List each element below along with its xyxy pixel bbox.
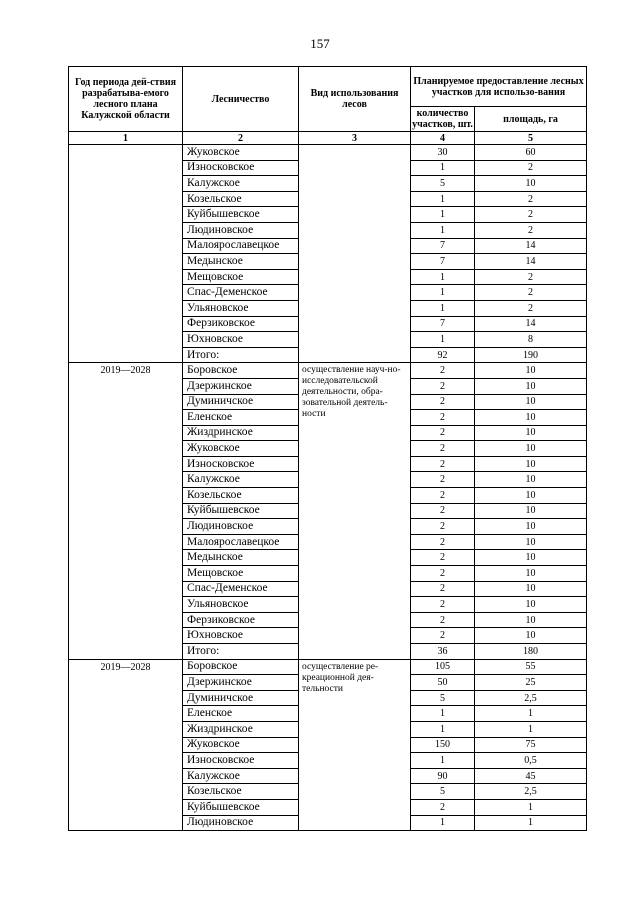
area-cell: 2,5	[475, 690, 587, 706]
area-cell: 10	[475, 363, 587, 379]
plot-count-cell: 2	[411, 550, 475, 566]
area-cell: 1	[475, 706, 587, 722]
forestry-name-cell: Ульяновское	[183, 597, 299, 613]
plot-count-cell: 1	[411, 300, 475, 316]
forestry-name-cell: Думиничское	[183, 690, 299, 706]
plot-count-cell: 50	[411, 675, 475, 691]
plot-count-cell: 7	[411, 254, 475, 270]
area-cell: 14	[475, 316, 587, 332]
area-cell: 10	[475, 378, 587, 394]
area-cell: 2	[475, 222, 587, 238]
plot-count-cell: 1	[411, 706, 475, 722]
area-cell: 10	[475, 472, 587, 488]
area-cell: 10	[475, 597, 587, 613]
plot-count-cell: 2	[411, 488, 475, 504]
column-number: 2	[183, 132, 299, 145]
forestry-name-cell: Куйбышевское	[183, 503, 299, 519]
area-cell: 10	[475, 176, 587, 192]
page-number: 157	[310, 36, 330, 51]
area-cell: 2	[475, 300, 587, 316]
forestry-name-cell: Ферзиковское	[183, 612, 299, 628]
forestry-name-cell: Итого:	[183, 644, 299, 660]
year-period-cell	[69, 145, 183, 363]
forestry-name-cell: Куйбышевское	[183, 207, 299, 223]
forestry-name-cell: Еленское	[183, 410, 299, 426]
forestry-name-cell: Мещовское	[183, 566, 299, 582]
area-cell: 45	[475, 768, 587, 784]
plot-count-cell: 2	[411, 799, 475, 815]
plot-count-cell: 1	[411, 285, 475, 301]
year-period-cell: 2019—2028	[69, 659, 183, 831]
forestry-name-cell: Людиновское	[183, 519, 299, 535]
header-use-type: Вид использования лесов	[299, 67, 411, 132]
forestry-name-cell: Мещовское	[183, 269, 299, 285]
forestry-name-cell: Жуковское	[183, 441, 299, 457]
area-cell: 2	[475, 285, 587, 301]
column-number: 3	[299, 132, 411, 145]
table-row	[69, 145, 587, 161]
forestry-name-cell: Жиздринское	[183, 425, 299, 441]
plot-count-cell: 2	[411, 519, 475, 535]
area-cell: 2,5	[475, 784, 587, 800]
area-cell: 75	[475, 737, 587, 753]
area-cell: 8	[475, 332, 587, 348]
forestry-name-cell: Юхновское	[183, 332, 299, 348]
plot-count-cell: 2	[411, 472, 475, 488]
plot-count-cell: 2	[411, 441, 475, 457]
use-type-cell	[299, 145, 411, 363]
forestry-name-cell: Малоярославецкое	[183, 238, 299, 254]
forestry-name-cell: Износковское	[183, 160, 299, 176]
area-cell: 10	[475, 394, 587, 410]
forestry-name-cell: Спас-Деменское	[183, 581, 299, 597]
plot-count-cell: 90	[411, 768, 475, 784]
forestry-name-cell: Износковское	[183, 456, 299, 472]
forestry-name-cell: Малоярославецкое	[183, 534, 299, 550]
plot-count-cell: 1	[411, 815, 475, 831]
forestry-name-cell: Еленское	[183, 706, 299, 722]
area-cell: 1	[475, 721, 587, 737]
area-cell: 10	[475, 566, 587, 582]
forestry-name-cell: Калужское	[183, 176, 299, 192]
plot-count-cell: 1	[411, 160, 475, 176]
column-number: 4	[411, 132, 475, 145]
use-type-cell: осуществление науч-но-исследовательской деятельности, обра-зовательной деятель-ности	[299, 363, 411, 659]
area-cell: 10	[475, 550, 587, 566]
forestry-name-cell: Жуковское	[183, 145, 299, 161]
forestry-name-cell: Ферзиковское	[183, 316, 299, 332]
plot-count-cell: 150	[411, 737, 475, 753]
area-cell: 10	[475, 410, 587, 426]
forestry-name-cell: Боровское	[183, 659, 299, 675]
area-cell: 14	[475, 254, 587, 270]
area-cell: 2	[475, 191, 587, 207]
area-cell: 2	[475, 160, 587, 176]
header-year: Год периода дей-ствия разрабатыва-емого лесного плана Калужской области	[69, 67, 183, 132]
plot-count-cell: 5	[411, 690, 475, 706]
forestry-name-cell: Медынское	[183, 254, 299, 270]
forestry-name-cell: Думиничское	[183, 394, 299, 410]
forestry-name-cell: Ульяновское	[183, 300, 299, 316]
plot-count-cell: 2	[411, 628, 475, 644]
plot-count-cell: 7	[411, 238, 475, 254]
plot-count-cell: 2	[411, 456, 475, 472]
forestry-name-cell: Людиновское	[183, 815, 299, 831]
plot-count-cell: 2	[411, 566, 475, 582]
area-cell: 0,5	[475, 753, 587, 769]
plot-count-cell: 7	[411, 316, 475, 332]
forestry-name-cell: Калужское	[183, 768, 299, 784]
plot-count-cell: 1	[411, 753, 475, 769]
plot-count-cell: 30	[411, 145, 475, 161]
plot-count-cell: 1	[411, 191, 475, 207]
forestry-name-cell: Дзержинское	[183, 378, 299, 394]
forest-plots-table	[68, 66, 587, 831]
area-cell: 10	[475, 488, 587, 504]
plot-count-cell: 1	[411, 721, 475, 737]
forestry-name-cell: Боровское	[183, 363, 299, 379]
forestry-name-cell: Козельское	[183, 784, 299, 800]
area-cell: 10	[475, 628, 587, 644]
area-cell: 2	[475, 269, 587, 285]
area-cell: 60	[475, 145, 587, 161]
header-area: площадь, га	[475, 107, 587, 132]
area-cell: 10	[475, 612, 587, 628]
forestry-name-cell: Юхновское	[183, 628, 299, 644]
table-body	[69, 145, 587, 831]
area-cell: 10	[475, 519, 587, 535]
column-number: 5	[475, 132, 587, 145]
plot-count-cell: 2	[411, 363, 475, 379]
forestry-name-cell: Жуковское	[183, 737, 299, 753]
table-row	[69, 363, 587, 379]
header-planned-provision: Планируемое предоставление лесных участков для использо-вания	[411, 67, 587, 107]
plot-count-cell: 2	[411, 581, 475, 597]
forestry-name-cell: Козельское	[183, 191, 299, 207]
forestry-name-cell: Калужское	[183, 472, 299, 488]
plot-count-cell: 2	[411, 597, 475, 613]
area-cell: 190	[475, 347, 587, 363]
forestry-name-cell: Жиздринское	[183, 721, 299, 737]
area-cell: 1	[475, 815, 587, 831]
plot-count-cell: 5	[411, 176, 475, 192]
plot-count-cell: 5	[411, 784, 475, 800]
forestry-name-cell: Козельское	[183, 488, 299, 504]
header-forestry: Лесничество	[183, 67, 299, 132]
plot-count-cell: 92	[411, 347, 475, 363]
area-cell: 14	[475, 238, 587, 254]
area-cell: 10	[475, 534, 587, 550]
forestry-name-cell: Медынское	[183, 550, 299, 566]
plot-count-cell: 2	[411, 410, 475, 426]
column-number: 1	[69, 132, 183, 145]
forestry-name-cell: Итого:	[183, 347, 299, 363]
area-cell: 10	[475, 441, 587, 457]
area-cell: 10	[475, 425, 587, 441]
plot-count-cell: 2	[411, 425, 475, 441]
area-cell: 2	[475, 207, 587, 223]
area-cell: 25	[475, 675, 587, 691]
plot-count-cell: 2	[411, 534, 475, 550]
forestry-name-cell: Куйбышевское	[183, 799, 299, 815]
plot-count-cell: 1	[411, 332, 475, 348]
area-cell: 10	[475, 503, 587, 519]
area-cell: 10	[475, 456, 587, 472]
area-cell: 10	[475, 581, 587, 597]
forestry-name-cell: Людиновское	[183, 222, 299, 238]
header-count: количество участков, шт.	[412, 108, 473, 130]
use-type-cell: осуществление ре-креационной дея-тельности	[299, 659, 411, 831]
area-cell: 1	[475, 799, 587, 815]
area-cell: 55	[475, 659, 587, 675]
plot-count-cell: 1	[411, 269, 475, 285]
plot-count-cell: 105	[411, 659, 475, 675]
plot-count-cell: 1	[411, 222, 475, 238]
table-row	[69, 659, 587, 675]
area-cell: 180	[475, 644, 587, 660]
plot-count-cell: 1	[411, 207, 475, 223]
year-period-cell: 2019—2028	[69, 363, 183, 659]
plot-count-cell: 2	[411, 612, 475, 628]
plot-count-cell: 2	[411, 378, 475, 394]
forestry-name-cell: Дзержинское	[183, 675, 299, 691]
forestry-name-cell: Спас-Деменское	[183, 285, 299, 301]
plot-count-cell: 36	[411, 644, 475, 660]
plot-count-cell: 2	[411, 503, 475, 519]
forestry-name-cell: Износковское	[183, 753, 299, 769]
plot-count-cell: 2	[411, 394, 475, 410]
